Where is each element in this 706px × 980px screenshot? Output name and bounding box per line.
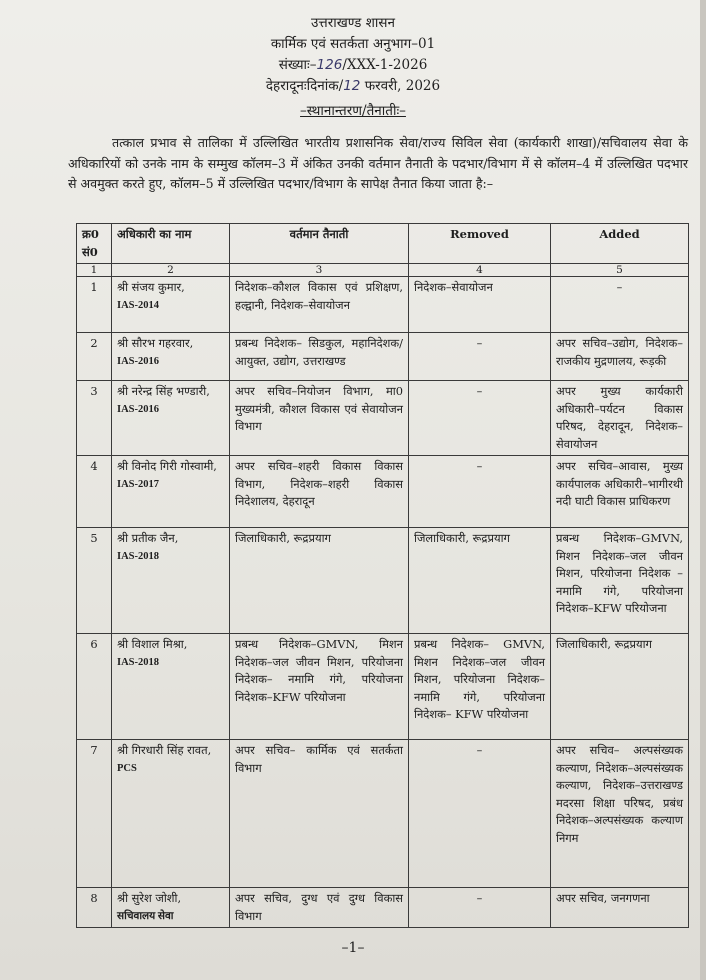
cell-added: – [551, 277, 689, 333]
header-officer-name: अधिकारी का नाम [112, 224, 230, 264]
officer-name: श्री प्रतीक जैन, [117, 531, 179, 545]
cell-removed: – [409, 740, 551, 888]
officer-service: IAS-2016 [117, 403, 160, 415]
officer-name: श्री सुरेश जोशी, [117, 891, 182, 905]
cell-current-posting: अपर सचिव– कार्मिक एवं सतर्कता विभाग [230, 740, 409, 888]
cell-added: अपर सचिव–उद्योग, निदेशक–राजकीय मुद्रणालय, रूड़की [551, 333, 689, 381]
header-serial: क्र0 सं0 [77, 224, 112, 264]
table-row [77, 381, 689, 456]
date-rest: फरवरी, 2026 [360, 78, 441, 94]
cell-officer-name [112, 277, 230, 333]
cell-current-posting: प्रबन्ध निदेशक–GMVN, मिशन निदेशक–जल जीवन मिशन, परियोजना निदेशक– नमामि गंगे, परियोजना निदेशक–KFW परियोजना [230, 634, 409, 740]
ref-handwritten: 126 [316, 57, 343, 73]
cell-current-posting: अपर सचिव–नियोजन विभाग, मा0 मुख्यमंत्री, कौशल विकास एवं सेवायोजन विभाग [230, 381, 409, 456]
page-edge [700, 0, 706, 980]
cell-serial: 4 [77, 456, 112, 528]
table-row [77, 888, 689, 928]
cell-added: अपर मुख्य कार्यकारी अधिकारी–पर्यटन विकास परिषद, देहरादून, निदेशक–सेवायोजन [551, 381, 689, 456]
officer-name: श्री विशाल मिश्रा, [117, 637, 188, 651]
cell-officer-name [112, 456, 230, 528]
officer-name: श्री गिरधारी सिंह रावत, [117, 743, 212, 757]
cell-officer-name [112, 333, 230, 381]
cell-officer-name [112, 528, 230, 634]
ref-label: संख्याः– [278, 57, 317, 73]
cell-removed: – [409, 456, 551, 528]
date-handwritten: 12 [343, 78, 361, 94]
cell-serial: 5 [77, 528, 112, 634]
officer-service: सचिवालय सेवा [117, 910, 174, 922]
officer-service: IAS-2016 [117, 355, 160, 367]
transfer-table [76, 223, 689, 928]
column-number: 1 [77, 264, 112, 277]
cell-serial: 8 [77, 888, 112, 928]
column-number-row [77, 264, 689, 277]
cell-current-posting: जिलाधिकारी, रूद्रप्रयाग [230, 528, 409, 634]
cell-added: प्रबन्ध निदेशक–GMVN, मिशन निदेशक–जल जीवन मिशन, परियोजना निदेशक –नमामि गंगे, परियोजना निदेशक–KFW परियोजना [551, 528, 689, 634]
officer-name: श्री नरेन्द्र सिंह भण्डारी, [117, 384, 210, 398]
cell-officer-name [112, 888, 230, 928]
table-row [77, 456, 689, 528]
table-row [77, 277, 689, 333]
officer-service: IAS-2018 [117, 550, 160, 562]
govt-heading: उत्तराखण्ड शासन [310, 15, 395, 31]
cell-removed: निदेशक–सेवायोजन [409, 277, 551, 333]
table-row [77, 528, 689, 634]
officer-name: श्री विनोद गिरी गोस्वामी, [117, 459, 217, 473]
ref-rest: /XXX-1-2026 [342, 57, 428, 73]
date-line [0, 77, 706, 95]
column-number: 5 [551, 264, 689, 277]
department-heading: कार्मिक एवं सतर्कता अनुभाग–01 [270, 36, 436, 52]
cell-serial: 6 [77, 634, 112, 740]
cell-removed: – [409, 333, 551, 381]
header-added: Added [551, 224, 689, 264]
table-header-row [77, 224, 689, 264]
table-row [77, 333, 689, 381]
cell-officer-name [112, 634, 230, 740]
cell-added: अपर सचिव–आवास, मुख्य कार्यपालक अधिकारी–भागीरथी नदी घाटी विकास प्राधिकरण [551, 456, 689, 528]
intro-paragraph [68, 133, 688, 195]
officer-name: श्री सौरभ गहरवार, [117, 336, 194, 350]
subject-line: –स्थानान्तरण/तैनातीः– [300, 103, 406, 119]
column-number: 4 [409, 264, 551, 277]
officer-service: IAS-2014 [117, 299, 160, 311]
table-row [77, 740, 689, 888]
cell-added: अपर सचिव, जनगणना [551, 888, 689, 928]
column-number: 3 [230, 264, 409, 277]
column-number: 2 [112, 264, 230, 277]
intro-text: तत्काल प्रभाव से तालिका में उल्लिखित भारतीय प्रशासनिक सेवा/राज्य सिविल सेवा (कार्यकारी शाखा)/सचिवालय सेवा के अधिकारियों को उनके नाम के सम्मुख कॉलम–3 में अंकित उनकी वर्तमान तैनाती के पदभार/विभाग में से कॉलम–4 में उल्लिखित पदभार से अवमुक्त करते हुए, कॉलम–5 में उल्लिखित पदभार/विभाग के सापेक्ष तैनात किया जाता है:– [68, 135, 688, 191]
officer-service: PCS [117, 762, 137, 774]
page-number: –1– [341, 940, 365, 956]
cell-current-posting: निदेशक–कौशल विकास एवं प्रशिक्षण, हल्द्वानी, निदेशक–सेवायोजन [230, 277, 409, 333]
cell-removed: – [409, 888, 551, 928]
cell-removed: प्रबन्ध निदेशक– GMVN, मिशन निदेशक–जल जीवन मिशन, परियोजना निदेशक– नमामि गंगे, परियोजना निदेशक– KFW परियोजना [409, 634, 551, 740]
officer-service: IAS-2017 [117, 478, 160, 490]
cell-officer-name [112, 381, 230, 456]
cell-added: अपर सचिव– अल्पसंख्यक कल्याण, निदेशक–अल्पसंख्यक कल्याण, निदेशक–उत्तराखण्ड मदरसा शिक्षा परिषद, प्रबंध निदेशक–अल्पसंख्यक कल्याण निगम [551, 740, 689, 888]
header-current-posting: वर्तमान तैनाती [230, 224, 409, 264]
cell-current-posting: अपर सचिव–शहरी विकास विकास विभाग, निदेशक–शहरी विकास निदेशालय, देहरादून [230, 456, 409, 528]
cell-removed: जिलाधिकारी, रूद्रप्रयाग [409, 528, 551, 634]
cell-serial: 2 [77, 333, 112, 381]
cell-added: जिलाधिकारी, रूद्रप्रयाग [551, 634, 689, 740]
officer-service: IAS-2018 [117, 656, 160, 668]
cell-serial: 1 [77, 277, 112, 333]
header-removed: Removed [409, 224, 551, 264]
table-row [77, 634, 689, 740]
cell-current-posting: प्रबन्ध निदेशक– सिडकुल, महानिदेशक/आयुक्त, उद्योग, उत्तराखण्ड [230, 333, 409, 381]
cell-officer-name [112, 740, 230, 888]
cell-serial: 7 [77, 740, 112, 888]
cell-removed: – [409, 381, 551, 456]
cell-current-posting: अपर सचिव, दुग्ध एवं दुग्ध विकास विभाग [230, 888, 409, 928]
officer-name: श्री संजय कुमार, [117, 280, 185, 294]
date-label: देहरादूनःदिनांक/ [265, 78, 344, 94]
reference-number [0, 56, 706, 74]
cell-serial: 3 [77, 381, 112, 456]
